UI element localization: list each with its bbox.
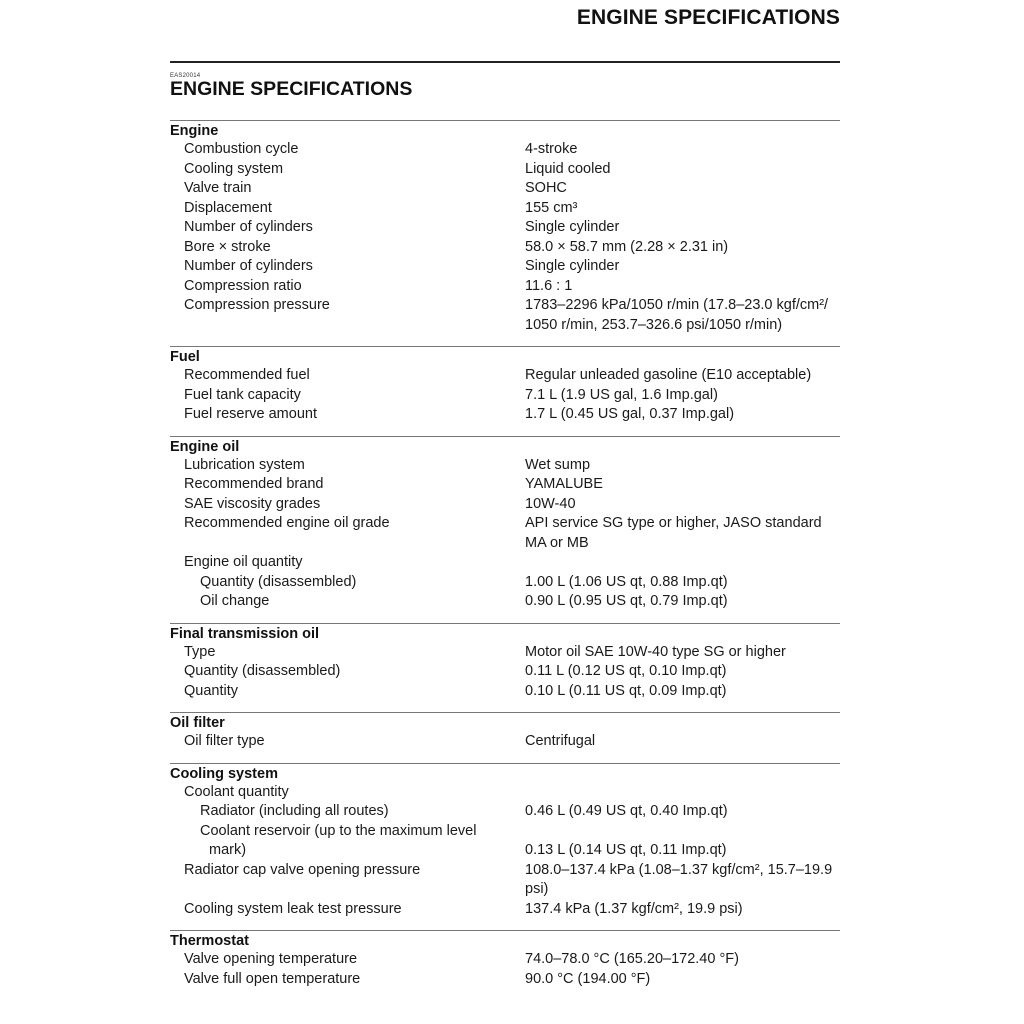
spec-value: 58.0 × 58.7 mm (2.28 × 2.31 in): [525, 238, 729, 255]
spec-label: Recommended engine oil grade: [184, 515, 390, 531]
spec-value: [525, 296, 840, 335]
spec-value: [525, 514, 840, 553]
spec-row: [170, 179, 840, 199]
section-title: Cooling system: [170, 765, 278, 782]
spec-value: 1.7 L (0.45 US gal, 0.37 Imp.gal): [525, 406, 735, 422]
spec-label: Quantity (disassembled): [200, 573, 357, 590]
spec-value: Centrifugal: [525, 733, 596, 749]
section-code: EAS20014: [170, 73, 201, 79]
spec-label: Radiator cap valve opening pressure: [184, 861, 421, 878]
section-title: Final transmission oil: [170, 625, 320, 642]
spec-label: Coolant quantity: [184, 783, 289, 800]
spec-label: Displacement: [184, 199, 272, 216]
spec-label: Quantity: [184, 682, 238, 699]
spec-value: [525, 553, 840, 573]
spec-row: [170, 386, 840, 406]
spec-section: [170, 623, 840, 713]
spec-row: [170, 900, 840, 920]
spec-value: Motor oil SAE 10W-40 type SG or higher: [525, 643, 786, 660]
spec-value: SOHC: [525, 180, 567, 196]
spec-label: Lubrication system: [184, 456, 305, 473]
spec-value: Wet sump: [525, 456, 591, 473]
spec-row: [170, 160, 840, 180]
spec-row: [170, 643, 840, 663]
spec-label: Combustion cycle: [184, 141, 299, 157]
spec-label: Number of cylinders: [184, 219, 313, 235]
spec-label: Bore × stroke: [184, 238, 271, 255]
spec-label: Compression ratio: [184, 277, 302, 294]
spec-row: [170, 662, 840, 682]
spec-label: Engine oil quantity: [184, 554, 303, 570]
spec-label: Cooling system leak test pressure: [184, 900, 402, 917]
spec-row: [170, 553, 840, 573]
spec-value: 0.90 L (0.95 US qt, 0.79 Imp.qt): [525, 593, 728, 609]
section-title: Thermostat: [170, 933, 249, 949]
spec-row: [170, 475, 840, 495]
spec-value-line: 1050 r/min, 253.7–326.6 psi/1050 r/min): [525, 316, 783, 333]
spec-section: [170, 120, 840, 346]
spec-row: [170, 238, 840, 258]
spec-value: Liquid cooled: [525, 160, 611, 177]
section-title: Oil filter: [170, 715, 225, 731]
spec-value: 0.10 L (0.11 US qt, 0.09 Imp.qt): [525, 682, 727, 699]
spec-row: [170, 140, 840, 160]
spec-label: [170, 822, 525, 861]
spec-row: [170, 970, 840, 990]
spec-value: 7.1 L (1.9 US gal, 1.6 Imp.gal): [525, 386, 718, 403]
spec-section: [170, 763, 840, 931]
spec-label: Valve train: [184, 180, 252, 196]
spec-value: 137.4 kPa (1.37 kgf/cm², 19.9 psi): [525, 900, 743, 917]
spec-label: Recommended fuel: [184, 367, 310, 383]
spec-section: [170, 346, 840, 436]
spec-row: [170, 802, 840, 822]
spec-value: Single cylinder: [525, 219, 620, 235]
spec-row: [170, 514, 840, 553]
spec-value: 4-stroke: [525, 141, 578, 157]
spec-label: SAE viscosity grades: [184, 495, 321, 512]
header-rule: [170, 61, 840, 63]
spec-row: [170, 822, 840, 861]
spec-label: Fuel tank capacity: [184, 386, 301, 403]
spec-value-line: psi): [525, 881, 549, 897]
running-header: ENGINE SPECIFICATIONS: [576, 6, 840, 29]
spec-value: 0.13 L (0.14 US qt, 0.11 Imp.qt): [525, 842, 727, 858]
spec-section: [170, 436, 840, 623]
spec-label: Type: [184, 643, 216, 660]
spec-row: [170, 732, 840, 752]
spec-value-line: 108.0–137.4 kPa (1.08–1.37 kgf/cm², 15.7–19.9: [525, 861, 833, 878]
spec-value: 10W-40: [525, 495, 576, 512]
spec-label: Compression pressure: [184, 297, 330, 313]
spec-label-line: Coolant reservoir (up to the maximum level: [200, 822, 477, 839]
spec-row: [170, 199, 840, 219]
spec-value-line: MA or MB: [525, 534, 589, 551]
spec-value: 155 cm³: [525, 199, 578, 216]
spec-row: [170, 573, 840, 593]
spec-row: [170, 366, 840, 386]
spec-row: [170, 277, 840, 297]
spec-label: Valve opening temperature: [184, 951, 358, 967]
spec-row: [170, 950, 840, 970]
spec-value: 1.00 L (1.06 US qt, 0.88 Imp.qt): [525, 573, 728, 590]
spec-label: Cooling system: [184, 160, 284, 177]
section-title: Engine: [170, 123, 219, 139]
spec-value-line: 1783–2296 kPa/1050 r/min (17.8–23.0 kgf/cm²/: [525, 297, 829, 313]
spec-label: Fuel reserve amount: [184, 406, 317, 422]
spec-value: 11.6 : 1: [525, 277, 573, 294]
spec-value: Regular unleaded gasoline (E10 acceptable): [525, 367, 812, 383]
spec-row: [170, 257, 840, 277]
section-title: Engine oil: [170, 438, 240, 455]
spec-row: [170, 783, 840, 803]
spec-section: [170, 930, 840, 1000]
spec-value: 0.46 L (0.49 US qt, 0.40 Imp.qt): [525, 803, 728, 819]
spec-row: [170, 405, 840, 425]
spec-value: YAMALUBE: [525, 476, 603, 492]
spec-value: 74.0–78.0 °C (165.20–172.40 °F): [525, 951, 739, 967]
spec-label: Number of cylinders: [184, 258, 313, 274]
spec-table: [170, 120, 840, 1000]
spec-label: Oil filter type: [184, 733, 265, 749]
spec-row: [170, 592, 840, 612]
spec-value-line: API service SG type or higher, JASO standard: [525, 515, 822, 531]
spec-label-line: mark): [209, 842, 247, 858]
spec-label: Valve full open temperature: [184, 970, 361, 987]
spec-row: [170, 495, 840, 515]
spec-label: Recommended brand: [184, 476, 324, 492]
spec-value: 90.0 °C (194.00 °F): [525, 970, 651, 987]
spec-label: Radiator (including all routes): [200, 803, 389, 819]
section-title: Fuel: [170, 349, 200, 365]
page-title: ENGINE SPECIFICATIONS: [170, 78, 413, 100]
spec-row: [170, 218, 840, 238]
spec-value: [525, 783, 840, 803]
spec-value: [525, 861, 840, 900]
spec-row: [170, 861, 840, 900]
spec-value: Single cylinder: [525, 258, 620, 274]
spec-row: [170, 456, 840, 476]
spec-section: [170, 712, 840, 763]
spec-value: 0.11 L (0.12 US qt, 0.10 Imp.qt): [525, 663, 727, 679]
spec-row: [170, 682, 840, 702]
spec-label: Quantity (disassembled): [184, 663, 341, 679]
spec-label: Oil change: [200, 593, 270, 609]
spec-row: [170, 296, 840, 335]
